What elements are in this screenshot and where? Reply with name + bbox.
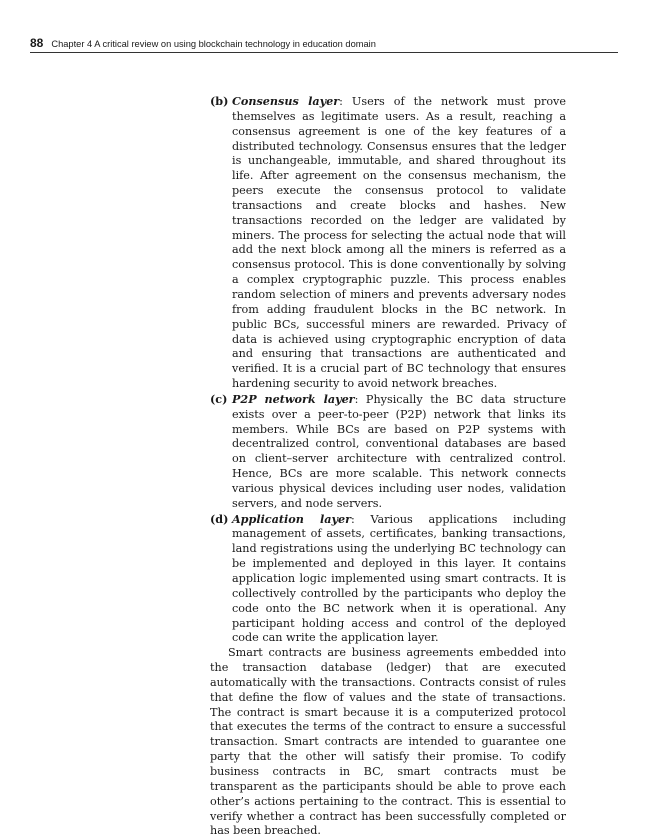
running-header	[30, 36, 618, 53]
page-body	[210, 94, 566, 839]
smart-contracts-paragraph: Smart contracts are business agreements embedded into the transaction database (ledger) that are executed automatically with the transactions. Contracts consist of rules that define the flow of values and the state of transactions. The contract is smart because it is a computerized protocol that executes the terms of the contract to ensure a successful transaction. Smart contracts are intended to guarantee one party that the other will satisfy their promise. To codify business contracts in BC, smart contracts must be transparent as the participants should be able to prove each other’s actions pertaining to the contract. This is essential to verify whether a contract has been successfully completed or has been breached.	[210, 646, 566, 838]
item-text: : Users of the network must prove themselves as legitimate users. As a result, reaching a consensus agreement is one of the key features of a distributed technology. Consensus ensures that the ledger is unchangeable, immutable, and shared throughout its life. After agreement on the consensus mechanism, the peers execute the consensus protocol to validate transactions and create blocks and hashes. New transactions recorded on the ledger are validated by miners. The process for selecting the actual node that will add the next block among all the miners is referred as a consensus protocol. This is done conventionally by solving a complex cryptographic puzzle. This process enables random selection of miners and prevents adversary nodes from adding fraudulent blocks in the BC network. In public BCs, successful miners are rewarded. Privacy of data is achieved using cryptographic encryption of data and ensuring that transactions are authenticated and verified. It is a crucial part of BC technology that ensures hardening security to avoid network breaches.	[232, 95, 566, 391]
term-application-layer: Application layer	[232, 511, 351, 526]
list-marker: (b)	[210, 94, 229, 108]
list-item-p2p-network-layer	[210, 392, 566, 512]
list-marker: (c)	[210, 391, 228, 406]
running-title: Chapter 4 A critical review on using blockchain technology in education domain	[51, 39, 376, 49]
list-marker: (d)	[210, 511, 229, 526]
list-item-consensus-layer	[210, 94, 566, 392]
list-item-application-layer	[210, 512, 566, 647]
term-p2p-network-layer: P2P network layer	[232, 391, 355, 406]
item-text: : Physically the BC data structure exists over a peer-to-peer (P2P) network that links its members. While BCs are based on P2P systems with decentralized control, conventional databases are based on client–server architecture with centralized control. Hence, BCs are more scalable. This network connects various physical devices including user nodes, validation servers, and node servers.	[232, 392, 566, 510]
item-text: : Various applications including management of assets, certificates, banking transactions, land registrations using the underlying BC technology can be implemented and deployed in this layer. It contains application logic implemented using smart contracts. It is collectively controlled by the participants who deploy the code onto the BC network when it is operational. Any participant holding access and control of the deployed code can write the application layer.	[232, 512, 566, 645]
page-number: 88	[30, 36, 44, 50]
term-consensus-layer: Consensus layer	[232, 94, 340, 108]
